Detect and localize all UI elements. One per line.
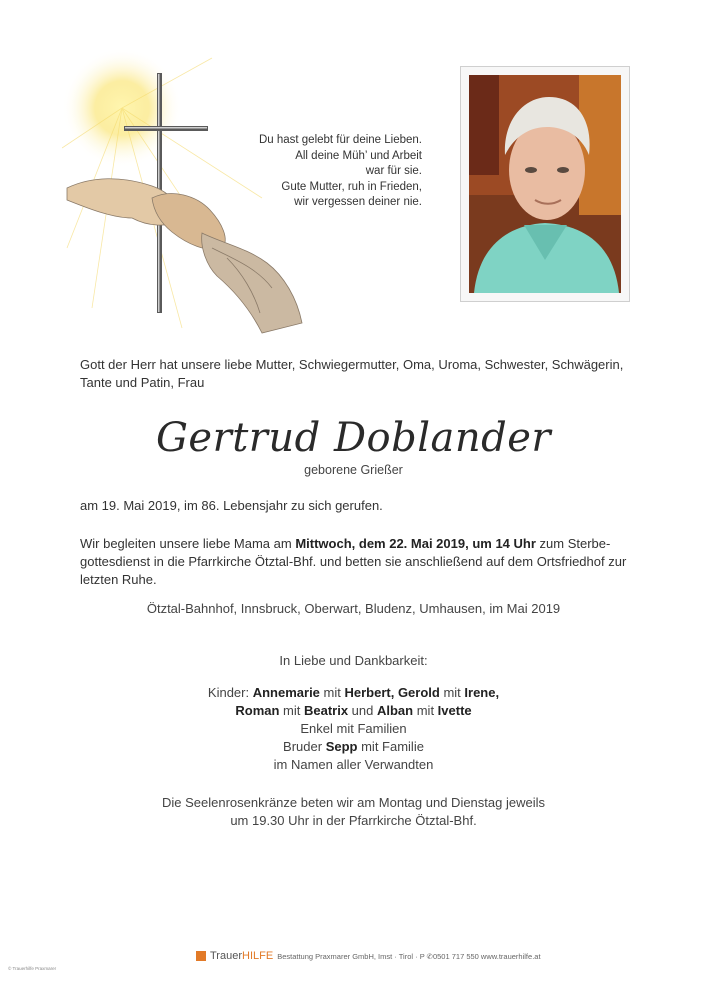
- copyright-note: © Trauerhilfe Praxmarer: [8, 966, 57, 971]
- death-date-text: am 19. Mai 2019, im 86. Lebensjahr zu sich gerufen.: [80, 498, 383, 513]
- connector: mit: [439, 685, 465, 700]
- connector: mit: [319, 685, 345, 700]
- brother-suffix: mit Familie: [357, 739, 424, 754]
- child-name: Alban: [376, 703, 414, 718]
- rosary-line: um 19.30 Uhr in der Pfarrkirche Ötztal-Bhf.: [230, 813, 477, 828]
- child-name: Ivette: [437, 703, 472, 718]
- funeral-text-after: zum Sterbegottesdienst in die Pfarrkirche Ötztal-Bhf. und betten sie anschließend auf dem Ortsfriedhof zur letzten Ruhe.: [80, 536, 627, 587]
- brother-line: [0, 738, 707, 756]
- poem-line: Du hast gelebt für deine Lieben.: [258, 134, 422, 146]
- child-name: Beatrix: [303, 703, 349, 718]
- poem-line: wir vergessen deiner nie.: [294, 196, 422, 208]
- thanks-heading: In Liebe und Dankbarkeit:: [279, 653, 428, 668]
- child-name: Annemarie: [252, 685, 320, 700]
- portrait-photo: [469, 75, 621, 293]
- trauerhilfe-logo-icon: [196, 951, 206, 961]
- maiden-name: geborene Grießer: [304, 463, 403, 477]
- logo-part-1: Trauer: [210, 950, 242, 962]
- poem-line: All deine Müh’ und Arbeit: [295, 149, 422, 162]
- footer-contact: Bestattung Praxmarer GmbH, Imst · Tirol · P ✆0501 717 550 www.trauerhilfe.at: [277, 951, 541, 961]
- funeral-date: Mittwoch, dem 22. Mai 2019, um 14 Uhr: [295, 536, 536, 551]
- poem: [222, 133, 422, 211]
- family-list: [0, 684, 707, 774]
- grandchildren-line: Enkel mit Familien: [300, 721, 407, 736]
- deceased-name: Gertrud Doblander: [155, 415, 552, 461]
- poem-line: war für sie.: [365, 165, 422, 177]
- relatives-line: im Namen aller Verwandten: [273, 757, 434, 772]
- funeral-text-before: Wir begleiten unsere liebe Mama am: [80, 536, 296, 551]
- connector: und: [348, 703, 377, 718]
- children-line-1: [0, 684, 707, 702]
- children-line-2: [0, 702, 707, 720]
- funeral-text: [80, 535, 635, 589]
- trauerhilfe-logo: [210, 950, 273, 962]
- child-name: Roman: [235, 703, 280, 718]
- connector: mit: [413, 703, 438, 718]
- footer: [196, 950, 541, 962]
- intro-text: Gott der Herr hat unsere liebe Mutter, Schwiegermutter, Oma, Uroma, Schwester, Schwägerin, Tante und Patin, Frau: [80, 357, 624, 390]
- connector: mit: [279, 703, 304, 718]
- poem-line: Gute Mutter, ruh in Frieden,: [281, 180, 422, 193]
- child-name: Irene,: [464, 685, 500, 700]
- child-name: Herbert, Gerold: [344, 685, 440, 700]
- rosary-line: Die Seelenrosenkränze beten wir am Montag und Dienstag jeweils: [162, 795, 545, 810]
- brother-prefix: Bruder: [283, 739, 326, 754]
- portrait-frame: [460, 66, 630, 302]
- children-prefix: Kinder:: [207, 685, 253, 700]
- place-date: Ötztal-Bahnhof, Innsbruck, Oberwart, Bludenz, Umhausen, im Mai 2019: [146, 601, 561, 616]
- logo-part-2: HILFE: [242, 950, 274, 962]
- brother-name: Sepp: [325, 739, 358, 754]
- rosary-notice: [0, 794, 707, 830]
